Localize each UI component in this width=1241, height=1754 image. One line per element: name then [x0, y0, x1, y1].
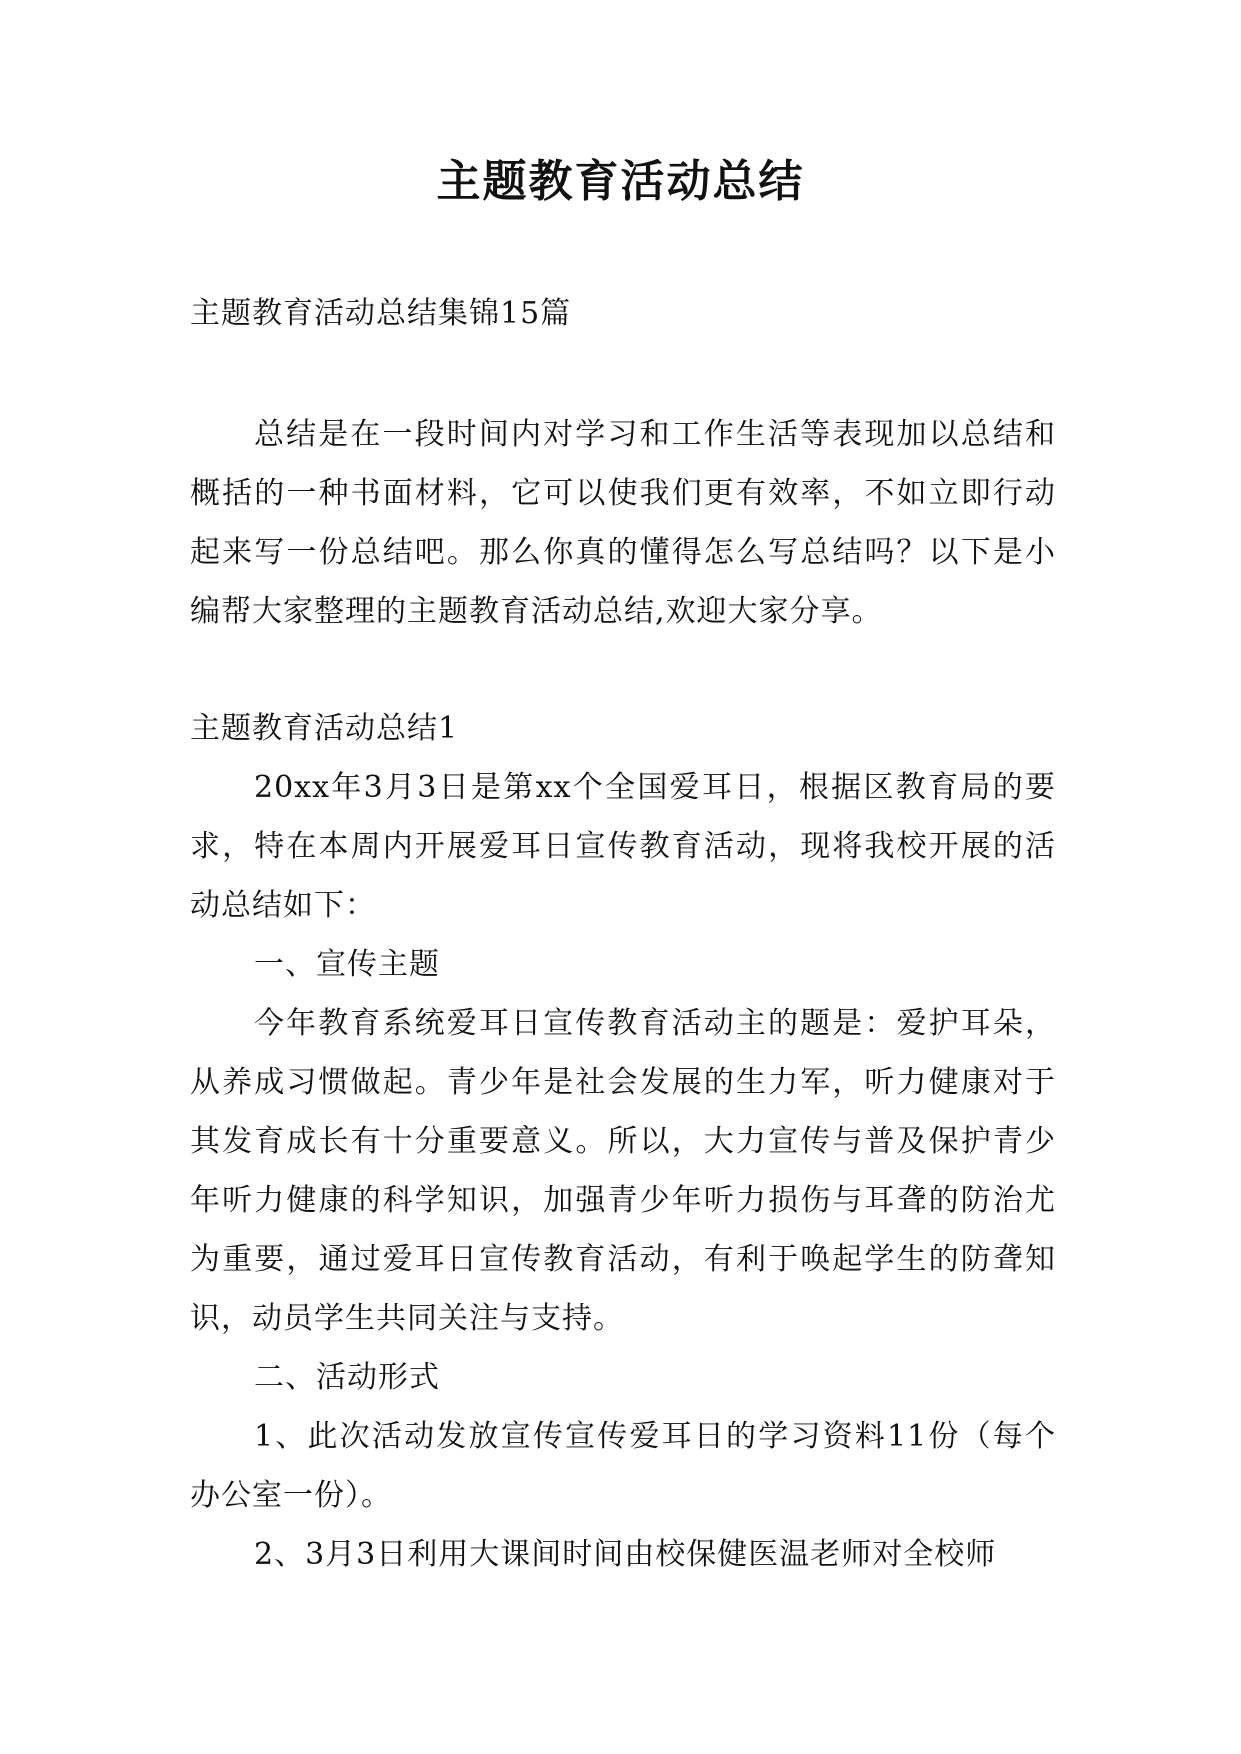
intro-paragraph: 总结是在一段时间内对学习和工作生活等表现加以总结和概括的一种书面材料，它可以使我们更有效率，不如立即行动起来写一份总结吧。那么你真的懂得怎么写总结吗？以下是小编帮大家整理的主题教育活动总结,欢迎大家分享。 [190, 417, 1056, 629]
theme-paragraph: 今年教育系统爱耳日宣传教育活动主的题是：爱护耳朵，从养成习惯做起。青少年是社会发展的生力军，听力健康对于其发育成长有十分重要意义。所以，大力宣传与普及保护青少年听力健康的科学知识，加强青少年听力损伤与耳聋的防治尤为重要，通过爱耳日宣传教育活动，有利于唤起学生的防聋知识，动员学生共同关注与支持。 [190, 1006, 1056, 1336]
activity-item-1: 1、此次活动发放宣传宣传爱耳日的学习资料11份（每个办公室一份）。 [190, 1419, 1056, 1513]
section1-paragraph: 20xx年3月3日是第xx个全国爱耳日，根据区教育局的要求，特在本周内开展爱耳日宣传教育活动，现将我校开展的活动总结如下： [190, 770, 1056, 923]
section-heading-1: 主题教育活动总结1 [190, 711, 459, 746]
document-title: 主题教育活动总结 [436, 156, 805, 207]
document-body [190, 284, 1056, 1584]
heading-activity-form: 二、活动形式 [254, 1360, 440, 1395]
document-subtitle: 主题教育活动总结集锦15篇 [190, 296, 572, 331]
activity-item-2: 2、3月3日利用大课间时间由校保健医温老师对全校师 [254, 1537, 997, 1572]
heading-publicity-theme: 一、宣传主题 [254, 947, 440, 982]
